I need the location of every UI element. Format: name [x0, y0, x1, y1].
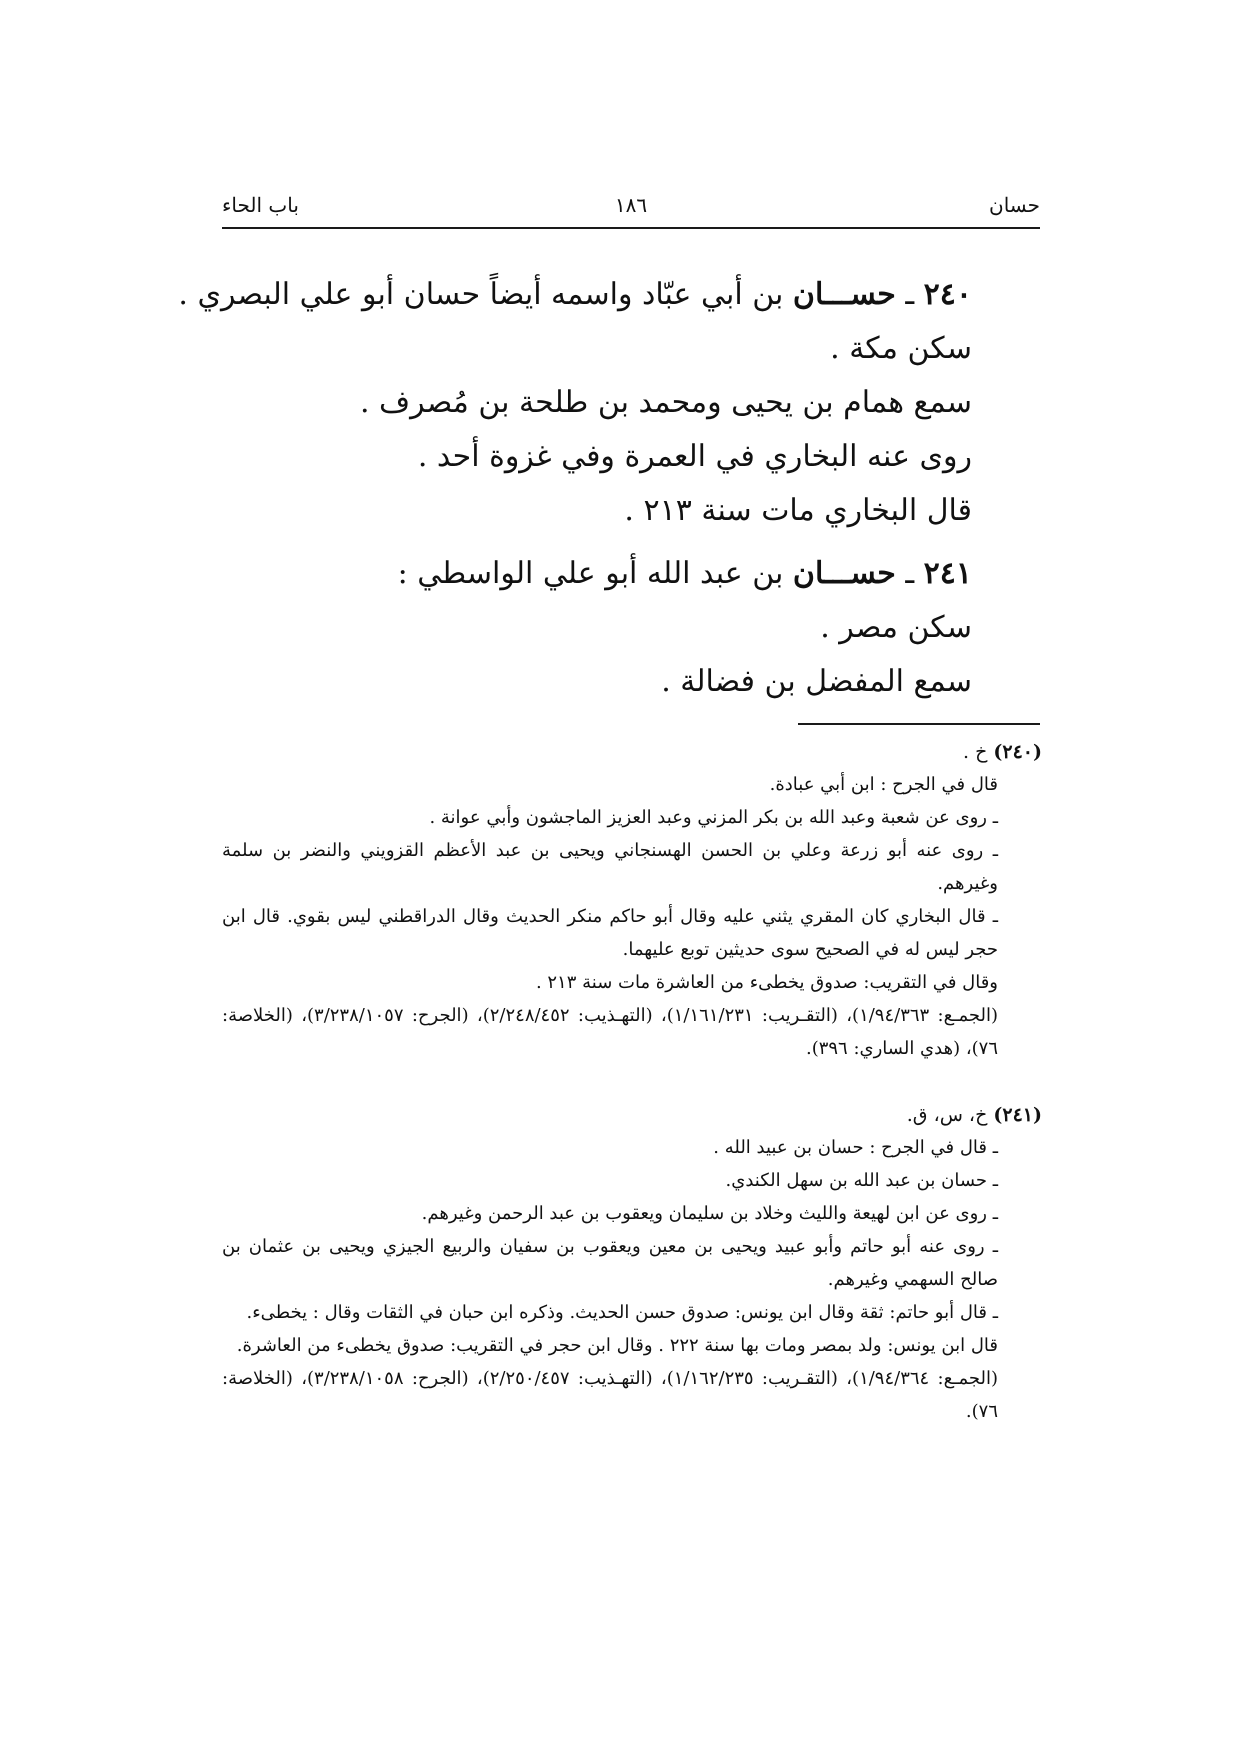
footnote-label — [222, 736, 1042, 768]
entry-dash: ـ — [895, 277, 924, 312]
entry-line: سكن مصر . — [820, 610, 972, 645]
footnote-line: ـ روى عنه أبو حاتم وأبو عبيد ويحيى بن معين ويعقوب بن سفيان والربيع الجيزي ويحيى بن عثمان بن صالح السهمي وغيرهم. — [222, 1236, 998, 1290]
footnote-block — [222, 1099, 1042, 1428]
entry-line: سمع همام بن يحيى ومحمد بن طلحة بن مُصرف . — [359, 385, 972, 420]
entry-line: روى عنه البخاري في العمرة وفي غزوة أحد . — [417, 439, 972, 474]
footnote-line: ـ روى عن شعبة وعبد الله بن بكر المزني وعبد العزيز الماجشون وأبي عوانة . — [429, 807, 998, 828]
header-chapter-title: باب الحاء — [222, 193, 299, 217]
footnote-line: ـ روى عن ابن لهيعة والليث وخلاد بن سليمان ويعقوب بن عبد الرحمن وغيرهم. — [421, 1203, 998, 1224]
entry-line: سمع المفضل بن فضالة . — [661, 664, 972, 699]
footnote-references: (الجمـع: ١/٩٤/٣٦٣)، (التقـريب: ١/١٦١/٢٣١)، (التهـذيب: ٢/٢٤٨/٤٥٢)، (الجرح: ٣/٢٣٨/١٠٥٧)، (الخلاصة: ٧٦)، (هدي الساري: ٣٩٦). — [222, 1005, 998, 1059]
entry-heading-rest: بن عبد الله أبو علي الواسطي : — [397, 556, 793, 591]
entry-line: قال البخاري مات سنة ٢١٣ . — [624, 493, 972, 528]
footnote-number: (٢٤١) — [993, 1104, 1042, 1126]
footnote-block — [222, 736, 1042, 1065]
footnote-line: ـ قال أبو حاتم: ثقة وقال ابن يونس: صدوق حسن الحديث. وذكره ابن حبان في الثقات وقال : يخطىء. — [246, 1302, 998, 1323]
running-header — [222, 190, 1040, 226]
entry-name: حســـان — [792, 277, 896, 312]
page-number: ١٨٦ — [614, 193, 648, 217]
footnote-line: ـ قال في الجرح : حسان بن عبيد الله . — [713, 1137, 998, 1158]
header-entry-name: حسان — [989, 193, 1040, 217]
footnote-line: قال ابن يونس: ولد بمصر ومات بها سنة ٢٢٢ . وقال ابن حجر في التقريب: صدوق يخطىء من العاشرة. — [236, 1335, 998, 1356]
entry-name: حســـان — [792, 556, 896, 591]
biography-entry — [178, 268, 972, 538]
footnote-line: ـ حسان بن عبد الله بن سهل الكندي. — [725, 1170, 998, 1191]
footnote-number: (٢٤٠) — [993, 741, 1042, 763]
header-rule — [222, 227, 1040, 229]
entry-number: ٢٤١ — [923, 556, 972, 591]
entry-heading — [222, 547, 972, 601]
entry-dash: ـ — [895, 556, 924, 591]
footnote-label — [222, 1099, 1042, 1131]
footnote-line: ـ قال البخاري كان المقري يثني عليه وقال أبو حاكم منكر الحديث وقال الدراقطني ليس بقوي. قال ابن حجر ليس له في الصحيح سوى حديثين توبع عليهما. — [222, 906, 998, 960]
footnote-sigla: خ . — [962, 741, 994, 763]
biography-entry — [222, 547, 972, 709]
footnote-line: ـ روى عنه أبو زرعة وعلي بن الحسن الهسنجاني ويحيى بن عبد الأعظم القزويني والنضر بن سلمة وغيرهم. — [222, 840, 998, 894]
entry-heading-rest: بن أبي عبّاد واسمه أيضاً حسان أبو علي البصري . — [178, 277, 793, 312]
entry-heading — [178, 268, 972, 322]
footnote-separator — [798, 723, 1040, 725]
entry-number: ٢٤٠ — [923, 277, 972, 312]
footnote-sigla: خ، س، ق. — [906, 1104, 994, 1126]
footnote-references: (الجمـع: ١/٩٤/٣٦٤)، (التقـريب: ١/١٦٢/٢٣٥)، (التهـذيب: ٢/٢٥٠/٤٥٧)، (الجرح: ٣/٢٣٨/١٠٥٨)، (الخلاصة: ٧٦). — [222, 1368, 998, 1422]
footnote-line: قال في الجرح : ابن أبي عبادة. — [769, 774, 998, 795]
footnote-line: وقال في التقريب: صدوق يخطىء من العاشرة مات سنة ٢١٣ . — [535, 972, 998, 993]
entry-line: سكن مكة . — [830, 331, 972, 366]
